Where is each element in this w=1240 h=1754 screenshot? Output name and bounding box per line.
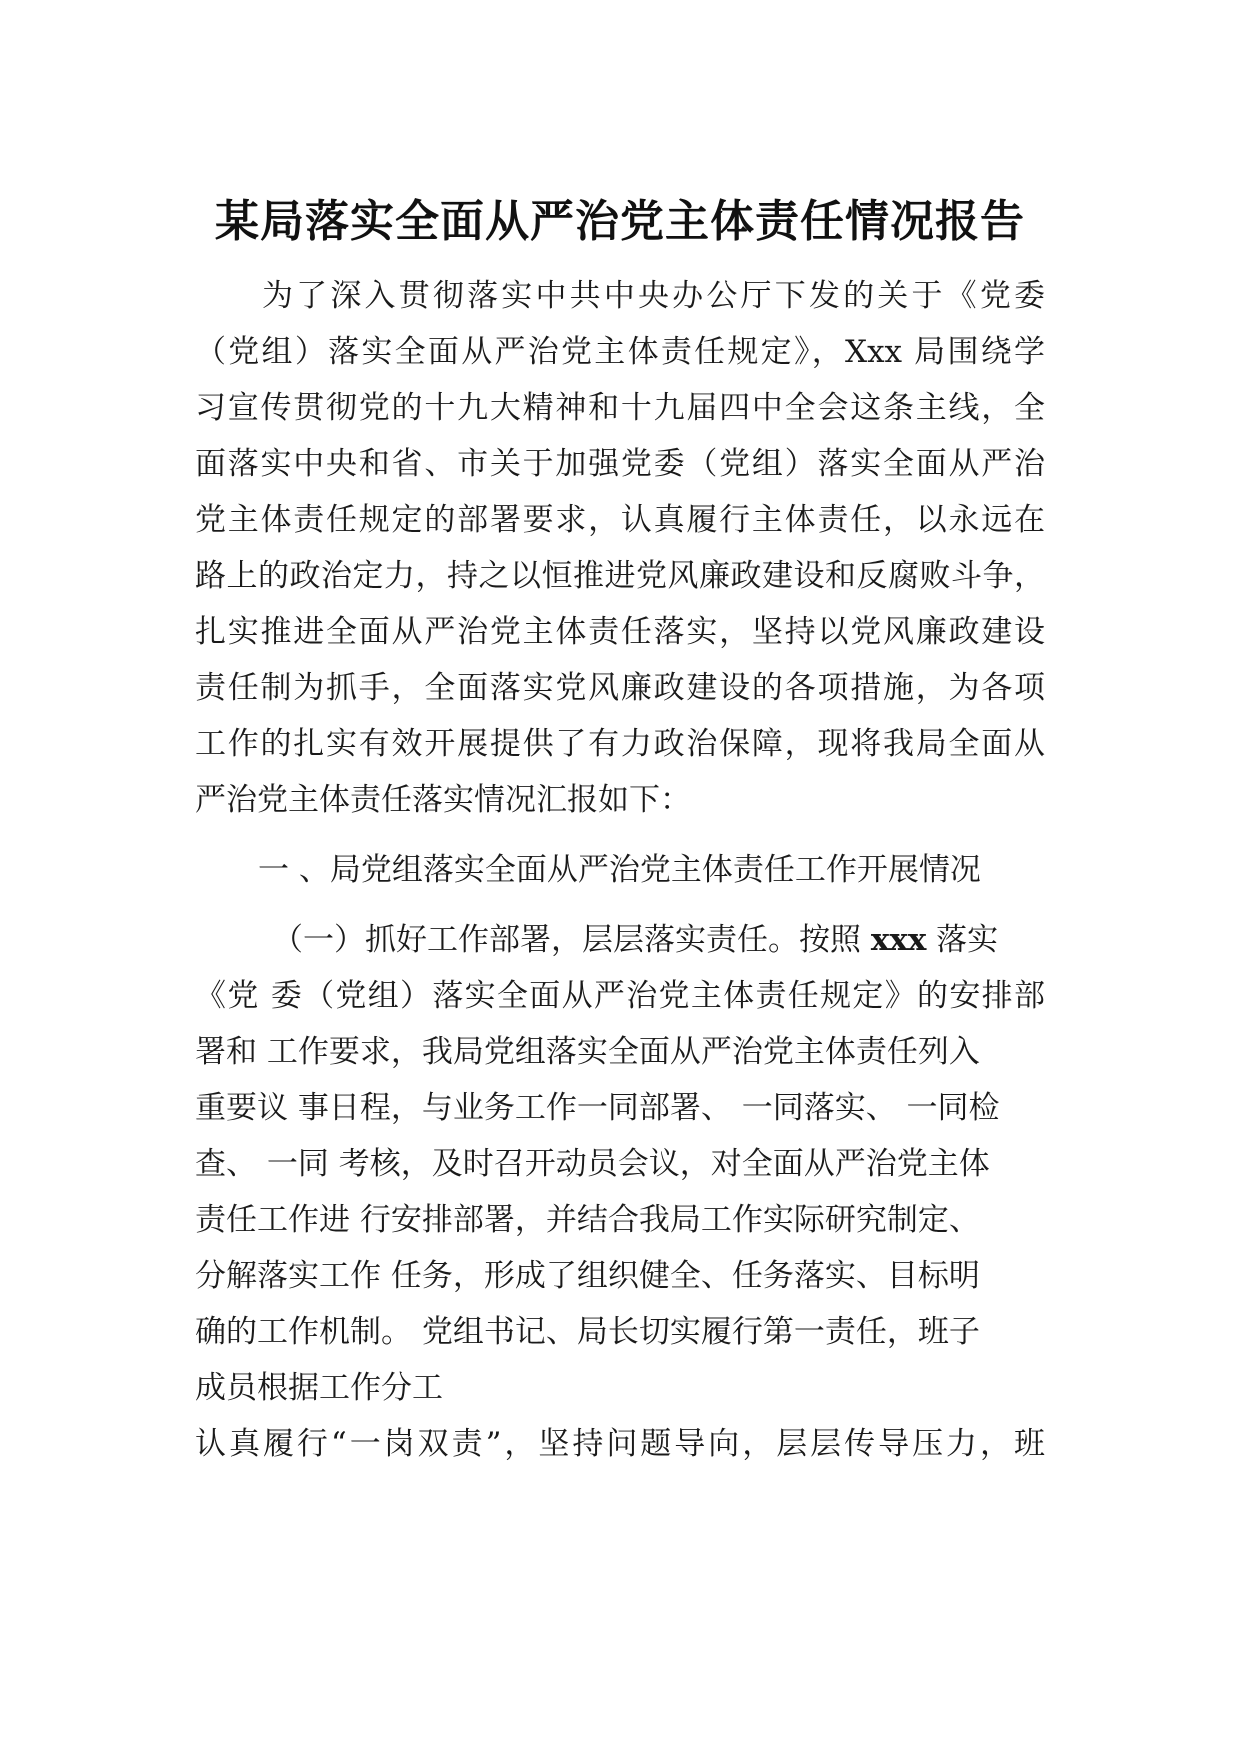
paragraph-2-line-3: 署和 工作要求，我局党组落实全面从严治党主体责任列入: [195, 1034, 980, 1070]
paragraph-1-line-9: 工作的扎实有效开展提供了有力政治保障，现将我局全面从: [195, 726, 1045, 762]
paragraph-2-line-1-pre: （一）抓好工作部署，层层落实责任。按照: [272, 922, 871, 958]
paragraph-2-line-1-post: 落实: [926, 922, 999, 958]
paragraph-1-line-7: 扎实推进全面从严治党主体责任落实，坚持以党风廉政建设: [195, 614, 1045, 650]
paragraph-1-line-6: 路上的政治定力，持之以恒推进党风廉政建设和反腐败斗争，: [195, 558, 1045, 594]
paragraph-2-term: xxx: [870, 922, 927, 958]
paragraph-1-line-2: （党组）落实全面从严治党主体责任规定》，Xxx 局围绕学: [195, 334, 1045, 370]
paragraph-2-line-4: 重要议 事日程，与业务工作一同部署、 一同落实、 一同检: [195, 1090, 1000, 1126]
paragraph-1-line-8: 责任制为抓手，全面落实党风廉政建设的各项措施，为各项: [195, 670, 1045, 706]
paragraph-1-line-1: 为了深入贯彻落实中共中央办公厅下发的关于《党委: [262, 278, 1045, 314]
paragraph-1-line-10: 严治党主体责任落实情况汇报如下：: [195, 782, 691, 818]
paragraph-2-line-9: 成员根据工作分工: [195, 1370, 443, 1406]
paragraph-2-line-2: 《党 委（党组）落实全面从严治党主体责任规定》的安排部: [195, 978, 1045, 1014]
paragraph-2-line-10: 认真履行“一岗双责”，坚持问题导向，层层传导压力，班: [195, 1426, 1045, 1462]
paragraph-2-line-5: 查、 一同 考核，及时召开动员会议，对全面从严治党主体: [195, 1146, 990, 1182]
document-title: 某局落实全面从严治党主体责任情况报告: [215, 196, 1025, 247]
paragraph-2-line-7: 分解落实工作 任务，形成了组织健全、任务落实、目标明: [195, 1258, 980, 1294]
paragraph-2-line-6: 责任工作进 行安排部署，并结合我局工作实际研究制定、: [195, 1202, 980, 1238]
section-1-heading: 一 、局党组落实全面从严治党主体责任工作开展情况: [258, 852, 981, 888]
paragraph-1-line-3: 习宣传贯彻党的十九大精神和十九届四中全会这条主线，全: [195, 390, 1045, 426]
paragraph-2-line-8: 确的工作机制。 党组书记、局长切实履行第一责任，班子: [195, 1314, 980, 1350]
paragraph-1-line-4: 面落实中央和省、市关于加强党委（党组）落实全面从严治: [195, 446, 1045, 482]
paragraph-1-line-5: 党主体责任规定的部署要求，认真履行主体责任，以永远在: [195, 502, 1045, 538]
paragraph-2-line-1: [272, 912, 998, 968]
